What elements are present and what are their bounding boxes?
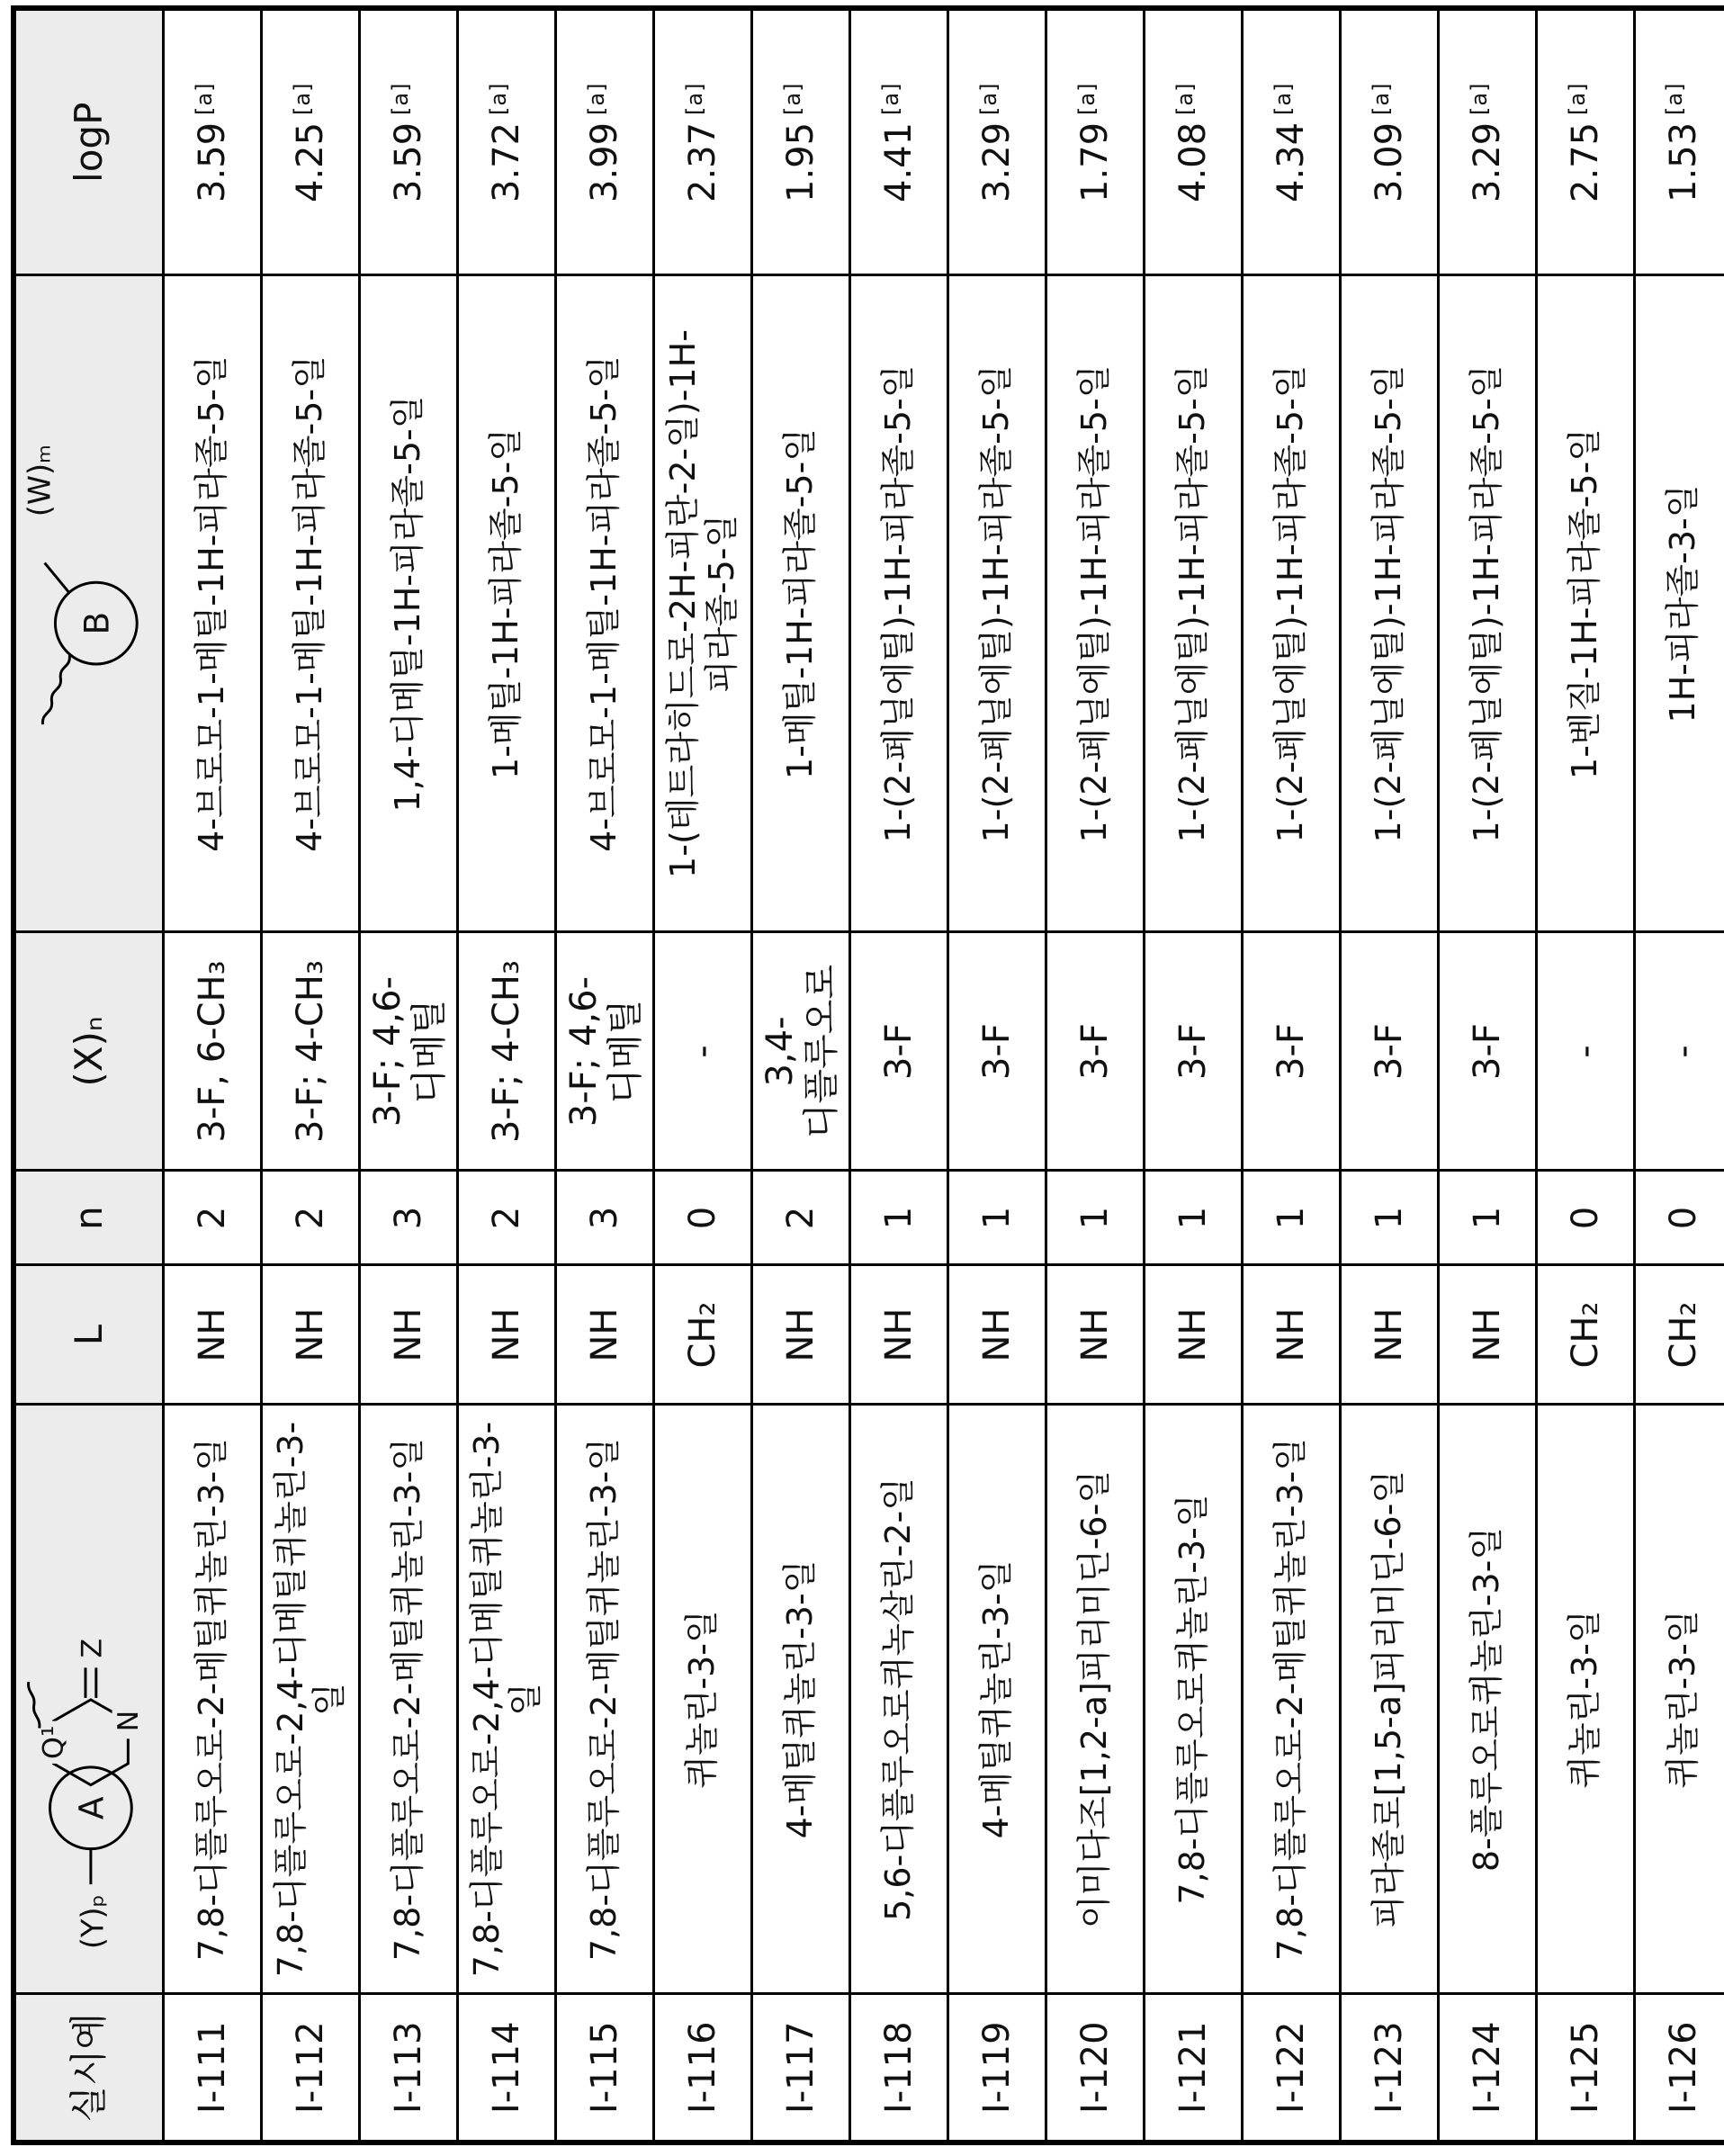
example-id: I-113 <box>360 1994 458 2143</box>
example-id: I-117 <box>752 1994 850 2143</box>
n-value: 2 <box>262 1171 360 1265</box>
n-value: 1 <box>850 1171 948 1265</box>
n-value: 1 <box>1341 1171 1439 1265</box>
linker-value: NH <box>1046 1265 1145 1405</box>
logp-cell <box>556 8 654 275</box>
logp-value: 4.08 <box>1172 121 1215 202</box>
logp-cell <box>1341 8 1439 275</box>
example-id: I-122 <box>1243 1994 1341 2143</box>
table-row <box>360 8 458 2143</box>
compound-table <box>11 5 1724 2145</box>
logp-footnote-marker: [a] <box>289 82 315 115</box>
logp-value: 1.79 <box>1074 121 1117 202</box>
logp-footnote-marker: [a] <box>1368 82 1394 115</box>
structure-a-diagram <box>18 1405 151 1986</box>
logp-cell <box>360 8 458 275</box>
structure-a-name: 퀴놀린-3-일 <box>1635 1405 1724 1994</box>
header-structure-a <box>13 1405 164 1994</box>
n-value: 0 <box>1635 1171 1724 1265</box>
structure-a-name: 8-플루오로퀴놀린-3-일 <box>1439 1405 1537 1994</box>
example-id: I-120 <box>1046 1994 1145 2143</box>
logp-cell <box>1145 8 1243 275</box>
example-id: I-116 <box>654 1994 752 2143</box>
table-row <box>1341 8 1439 2143</box>
logp-footnote-marker: [a] <box>1564 82 1590 115</box>
linker-value: NH <box>556 1265 654 1405</box>
logp-footnote-marker: [a] <box>779 82 805 115</box>
logp-value: 1.95 <box>780 121 822 202</box>
linker-value: NH <box>1439 1265 1537 1405</box>
n-value: 1 <box>1243 1171 1341 1265</box>
logp-footnote-marker: [a] <box>1270 82 1296 115</box>
structure-b-name: 1-벤질-1H-피라졸-5-일 <box>1537 275 1635 932</box>
structure-b-name: 1H-피라졸-3-일 <box>1635 275 1724 932</box>
table-row <box>1537 8 1635 2143</box>
x-substituents: 3-F; 4,6-디메틸 <box>556 932 654 1171</box>
x-substituents: 3-F <box>948 932 1046 1171</box>
logp-value: 3.72 <box>486 121 528 202</box>
linker-value: NH <box>164 1265 262 1405</box>
table-row <box>948 8 1046 2143</box>
logp-value: 2.37 <box>682 121 724 202</box>
logp-value: 4.34 <box>1271 121 1313 202</box>
logp-footnote-marker: [a] <box>191 82 217 115</box>
logp-value: 4.25 <box>290 121 332 202</box>
q1-atom-label: Q¹ <box>37 1726 70 1760</box>
n-value: 3 <box>556 1171 654 1265</box>
table-row <box>1243 8 1341 2143</box>
structure-a-name: 7,8-디플루오로-2-메틸퀴놀린-3-일 <box>556 1405 654 1994</box>
x-substituents: 3-F; 4,6-디메틸 <box>360 932 458 1171</box>
header-n <box>13 1171 164 1265</box>
n-value: 1 <box>948 1171 1046 1265</box>
structure-a-name: 이미다조[1,2-a]피리미딘-6-일 <box>1046 1405 1145 1994</box>
logp-value: 3.29 <box>976 121 1019 202</box>
header-n-label: n <box>67 1206 111 1230</box>
table-row <box>752 8 850 2143</box>
logp-cell <box>948 8 1046 275</box>
structure-a-name: 4-메틸퀴놀린-3-일 <box>948 1405 1046 1994</box>
x-substituents: - <box>654 932 752 1171</box>
example-id: I-118 <box>850 1994 948 2143</box>
linker-value: NH <box>850 1265 948 1405</box>
table-row <box>1635 8 1724 2143</box>
logp-value: 4.41 <box>878 121 920 202</box>
x-substituents: 3-F, 6-CH₃ <box>164 932 262 1171</box>
logp-cell <box>1537 8 1635 275</box>
n-value: 1 <box>1439 1171 1537 1265</box>
n-value: 2 <box>458 1171 556 1265</box>
table-row <box>1145 8 1243 2143</box>
n-value: 0 <box>654 1171 752 1265</box>
logp-footnote-marker: [a] <box>485 82 511 115</box>
structure-a-name: 퀴놀린-3-일 <box>1537 1405 1635 1994</box>
x-substituents: - <box>1537 932 1635 1171</box>
attachment-squiggle-icon <box>42 656 69 725</box>
x-substituents: 3-F <box>850 932 948 1171</box>
logp-value: 3.99 <box>584 121 626 202</box>
linker-value: NH <box>1341 1265 1439 1405</box>
structure-b-name: 1-(2-페닐에틸)-1H-피라졸-5-일 <box>1145 275 1243 932</box>
header-linker-label: L <box>67 1324 111 1346</box>
n-value: 1 <box>1145 1171 1243 1265</box>
structure-a-name: 7,8-디플루오로퀴놀린-3-일 <box>1145 1405 1243 1994</box>
x-substituents: 3-F <box>1341 932 1439 1171</box>
logp-cell <box>1439 8 1537 275</box>
logp-footnote-marker: [a] <box>1172 82 1198 115</box>
structure-a-name: 7,8-디플루오로-2,4-디메틸퀴놀린-3-일 <box>458 1405 556 1994</box>
x-substituents: 3-F <box>1046 932 1145 1171</box>
structure-a-name: 퀴놀린-3-일 <box>654 1405 752 1994</box>
header-structure-b <box>13 275 164 932</box>
header-example <box>13 1994 164 2143</box>
linker-value: NH <box>262 1265 360 1405</box>
linker-value: NH <box>752 1265 850 1405</box>
structure-a-name: 7,8-디플루오로-2-메틸퀴놀린-3-일 <box>164 1405 262 1994</box>
ring-a-label: A <box>71 1796 112 1820</box>
logp-footnote-marker: [a] <box>975 82 1001 115</box>
table-row <box>164 8 262 2143</box>
structure-b-name: 1-(2-페닐에틸)-1H-피라졸-5-일 <box>1439 275 1537 932</box>
y-substituent-label: (Y)ₚ <box>75 1894 111 1950</box>
logp-cell <box>164 8 262 275</box>
header-linker <box>13 1265 164 1405</box>
logp-cell <box>850 8 948 275</box>
structure-b-name: 1-메틸-1H-피라졸-5-일 <box>458 275 556 932</box>
x-substituents: 3-F <box>1145 932 1243 1171</box>
x-substituents: 3-F <box>1439 932 1537 1171</box>
x-substituents: - <box>1635 932 1724 1171</box>
structure-a-name: 7,8-디플루오로-2-메틸퀴놀린-3-일 <box>1243 1405 1341 1994</box>
logp-cell <box>1243 8 1341 275</box>
logp-value: 3.29 <box>1467 121 1509 202</box>
structure-b-name: 1-메틸-1H-피라졸-5-일 <box>752 275 850 932</box>
logp-value: 2.75 <box>1565 121 1607 202</box>
logp-footnote-marker: [a] <box>1073 82 1100 115</box>
n-value: 0 <box>1537 1171 1635 1265</box>
structure-b-name: 1-(테트라히드로-2H-피란-2-일)-1H-피라졸-5-일 <box>654 275 752 932</box>
x-substituents: 3-F; 4-CH₃ <box>458 932 556 1171</box>
table-row <box>556 8 654 2143</box>
example-id: I-115 <box>556 1994 654 2143</box>
linker-value: CH₂ <box>1635 1265 1724 1405</box>
logp-cell <box>1046 8 1145 275</box>
example-id: I-111 <box>164 1994 262 2143</box>
table-row <box>458 8 556 2143</box>
logp-value: 3.09 <box>1369 121 1411 202</box>
logp-value: 1.53 <box>1662 121 1704 202</box>
n-value: 1 <box>1046 1171 1145 1265</box>
structure-b-name: 1,4-디메틸-1H-피라졸-5-일 <box>360 275 458 932</box>
header-logp-label: logP <box>67 102 111 183</box>
structure-a-name: 4-메틸퀴놀린-3-일 <box>752 1405 850 1994</box>
logp-footnote-marker: [a] <box>583 82 609 115</box>
z-atom-label: Z <box>76 1639 109 1658</box>
logp-footnote-marker: [a] <box>681 82 707 115</box>
linker-value: CH₂ <box>654 1265 752 1405</box>
logp-cell <box>1635 8 1724 275</box>
structure-b-name: 1-(2-페닐에틸)-1H-피라졸-5-일 <box>1046 275 1145 932</box>
example-id: I-119 <box>948 1994 1046 2143</box>
n-atom-label: N <box>112 1711 146 1732</box>
example-id: I-114 <box>458 1994 556 2143</box>
logp-footnote-marker: [a] <box>1466 82 1492 115</box>
example-id: I-121 <box>1145 1994 1243 2143</box>
n-value: 3 <box>360 1171 458 1265</box>
structure-a-name: 7,8-디플루오로-2,4-디메틸퀴놀린-3-일 <box>262 1405 360 1994</box>
x-substituents: 3,4-디플루오로 <box>752 932 850 1171</box>
n-value: 2 <box>752 1171 850 1265</box>
table-row <box>850 8 948 2143</box>
example-id: I-126 <box>1635 1994 1724 2143</box>
header-row <box>13 8 164 2143</box>
structure-b-name: 4-브로모-1-메틸-1H-피라졸-5-일 <box>164 275 262 932</box>
table-row <box>1046 8 1145 2143</box>
logp-footnote-marker: [a] <box>877 82 903 115</box>
w-substituent-label: (W)ₘ <box>22 445 58 517</box>
n-value: 2 <box>164 1171 262 1265</box>
table-row <box>654 8 752 2143</box>
x-substituents: 3-F; 4-CH₃ <box>262 932 360 1171</box>
structure-b-name: 1-(2-페닐에틸)-1H-피라졸-5-일 <box>1341 275 1439 932</box>
header-logp <box>13 8 164 275</box>
structure-b-name: 1-(2-페닐에틸)-1H-피라졸-5-일 <box>1243 275 1341 932</box>
example-id: I-112 <box>262 1994 360 2143</box>
linker-value: NH <box>360 1265 458 1405</box>
logp-cell <box>262 8 360 275</box>
x-substituents: 3-F <box>1243 932 1341 1171</box>
structure-a-name: 5,6-디플루오로퀴녹살린-2-일 <box>850 1405 948 1994</box>
logp-footnote-marker: [a] <box>387 82 413 115</box>
linker-value: NH <box>1145 1265 1243 1405</box>
structure-b-name: 4-브로모-1-메틸-1H-피라졸-5-일 <box>556 275 654 932</box>
example-id: I-124 <box>1439 1994 1537 2143</box>
example-id: I-125 <box>1537 1994 1635 2143</box>
table-row <box>262 8 360 2143</box>
logp-footnote-marker: [a] <box>1662 82 1688 115</box>
table-row <box>1439 8 1537 2143</box>
ring-b-label: B <box>76 612 117 635</box>
structure-b-name: 1-(2-페닐에틸)-1H-피라졸-5-일 <box>850 275 948 932</box>
structure-a-name: 7,8-디플루오로-2-메틸퀴놀린-3-일 <box>360 1405 458 1994</box>
logp-cell <box>458 8 556 275</box>
header-x <box>13 932 164 1171</box>
logp-cell <box>752 8 850 275</box>
example-id: I-123 <box>1341 1994 1439 2143</box>
linker-value: NH <box>948 1265 1046 1405</box>
attachment-squiggle-icon <box>29 1683 40 1729</box>
linker-value: NH <box>458 1265 556 1405</box>
structure-b-name: 4-브로모-1-메틸-1H-피라졸-5-일 <box>262 275 360 932</box>
header-example-label: 실시예 <box>67 2012 111 2123</box>
structure-a-name: 피라졸로[1,5-a]피리미딘-6-일 <box>1341 1405 1439 1994</box>
logp-cell <box>654 8 752 275</box>
structure-b-diagram <box>18 275 151 924</box>
logp-value: 3.59 <box>192 121 234 202</box>
structure-b-name: 1-(2-페닐에틸)-1H-피라졸-5-일 <box>948 275 1046 932</box>
linker-value: CH₂ <box>1537 1265 1635 1405</box>
linker-value: NH <box>1243 1265 1341 1405</box>
header-x-label: (X)ₙ <box>67 1016 111 1087</box>
logp-value: 3.59 <box>388 121 430 202</box>
